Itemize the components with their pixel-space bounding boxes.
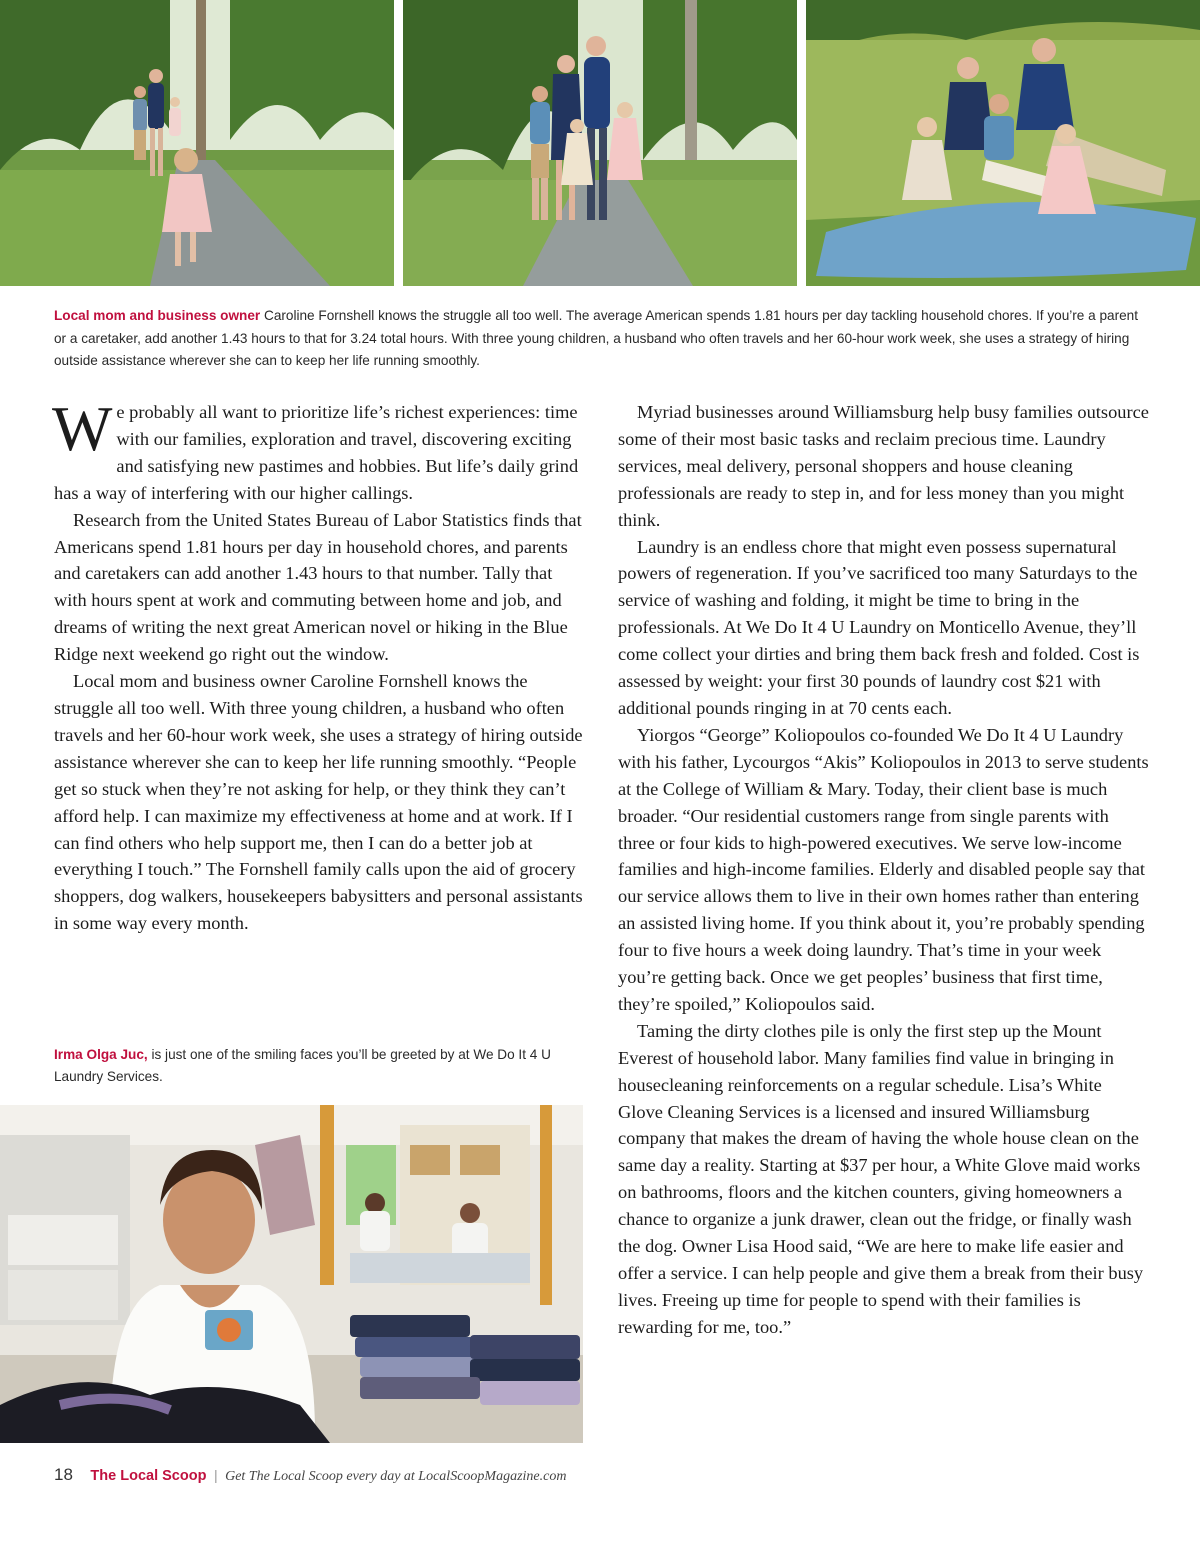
article-paragraph: Laundry is an endless chore that might even possess supernatural powers of regeneration. If you’ve sacrificed too many Saturdays to the service of washing and folding, it might be time to bring in the professionals. At We Do It 4 U Laundry on Monticello Avenue, they’ll come collect your dirties and bring them back fresh and folded. Cost is assessed by weight: your first 30 pounds of laundry cost $21 with additional pounds ringing in at 70 cents each. [618,536,1140,718]
page-number: 18 [54,1465,73,1484]
article-paragraph: Research from the United States Bureau of Labor Statistics finds that Americans spend 1.81 hours per day in household chores, and parents and caretakers can add another 1.43 hours to that number. Tally that with hours spent at work and commuting between home and job, and dreams of writing the next great American novel or hiking in the Blue Ridge next weekend go right out the window. [54,509,582,665]
caption-lead: Irma Olga Juc, [54,1047,148,1062]
drop-cap: W [52,393,113,464]
footer-tagline: Get The Local Scoop every day at LocalScoopMagazine.com [225,1469,567,1484]
article-column-left [52,393,584,937]
article-paragraph: Yiorgos “George” Koliopoulos co-founded We Do It 4 U Laundry with his father, Lycourgos “Akis” Koliopoulos in 2013 to serve students at the College of William & Mary. Today, their client base is much broader. “Our residential customers range from single parents with three or four kids to high-powered executives. We serve low-income families and high-income families. Elderly and disabled people say that our service allows them to live in their own homes rather than entering an assisted living home. If you think about it, you’re probably spending four to five hours a week doing laundry. That’s time in your week you’re getting back. Once we get peoples’ business that first time, they’re spoiled,” Koliopoulos said. [618,724,1149,1014]
footer-separator: | [213,1467,218,1483]
family-picnic-photo [806,0,1200,286]
family-walking-photo [0,0,394,286]
article-paragraph [52,393,584,507]
page-footer [54,1465,566,1485]
caption-lead: Local mom and business owner [54,308,261,323]
caption-text: is just one of the smiling faces you’ll be greeted by at We Do It 4 U Laundry Services. [54,1047,551,1084]
article-paragraph: Taming the dirty clothes pile is only the first step up the Mount Everest of household labor. Many families find value in bringing in housecleaning reinforcements on a regular schedule. Lisa’s White Glove Cleaning Services is a licensed and insured Williamsburg company that makes the dream of having the whole house clean on the same day a reality. Starting at $37 per hour, a White Glove maid works on bathrooms, floors and the kitchen counters, giving homeowners a chance to organize a junk drawer, clean out the fridge, or finally wash the dog. Owner Lisa Hood said, “We are here to make life easier and offer a service. I can help people and give them a break from their busy lives. Freeing up time for people to spend with their families is rewarding for me, too.” [618,1020,1144,1337]
family-posing-photo [403,0,797,286]
paragraph-text: e probably all want to prioritize life’s richest experiences: time with our families, exploration and travel, discovering exciting and satisfying new pastimes and hobbies. But life’s daily grind has a way of interfering with our higher callings. [54,402,579,503]
laundry-worker-photo [0,1105,583,1443]
caption-text: Caroline Fornshell knows the struggle all too well. The average American spends 1.81 hours per day tackling household chores. If you’re a parent or a caretaker, add another 1.43 hours to that for 3.24 total hours. With three young children, a husband who often travels and her 60-hour work week, she uses a strategy of hiring outside assistance wherever she can to keep her life running smoothly. [54,308,1139,369]
article-column-right [618,399,1150,1341]
article-paragraph: Local mom and business owner Caroline Fornshell knows the struggle all too well. With three young children, a husband who often travels and her 60-hour work week, she uses a strategy of hiring outside assistance wherever she can to keep her life running smoothly. “People get so stuck when they’re not asking for help, or they think they can’t afford help. I can maximize my effectiveness at home and at work. If I can find others who help support me, then I can do a better job at everything I touch.” The Fornshell family calls upon the aid of grocery shoppers, dog walkers, housekeepers babysitters and personal assistants in some way every month. [54,671,583,934]
article-paragraph: Myriad businesses around Williamsburg help busy families outsource some of their most basic tasks and reclaim precious time. Laundry services, meal delivery, personal shoppers and house cleaning professionals are ready to step in, and for less money than you might think. [618,402,1149,530]
laundry-photo-caption [54,1044,574,1088]
magazine-name: The Local Scoop [90,1468,207,1484]
top-photo-caption [54,305,1150,373]
